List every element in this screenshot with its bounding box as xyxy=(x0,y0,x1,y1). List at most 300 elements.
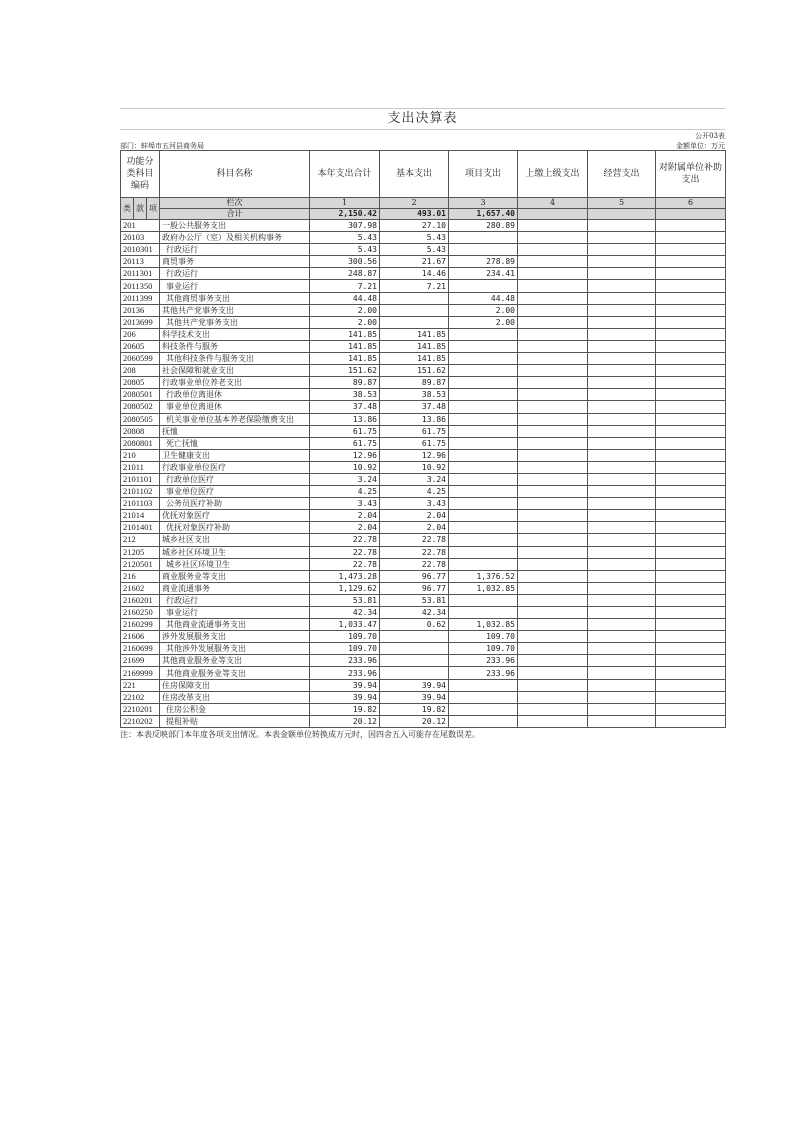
row-c2: 3.43 xyxy=(380,498,449,510)
table-row xyxy=(121,328,726,340)
row-c3 xyxy=(449,691,518,703)
row-c4 xyxy=(518,413,588,425)
row-c2: 2.04 xyxy=(380,510,449,522)
row-code: 2210201 xyxy=(121,703,160,715)
row-c2: 96.77 xyxy=(380,570,449,582)
header-name: 科目名称 xyxy=(160,151,310,198)
row-c1: 141.85 xyxy=(310,328,380,340)
row-c5 xyxy=(588,582,656,594)
table-row xyxy=(121,534,726,546)
header-c3: 项目支出 xyxy=(449,151,518,198)
row-c5 xyxy=(588,292,656,304)
row-code: 20136 xyxy=(121,304,160,316)
row-c4 xyxy=(518,401,588,413)
row-c1: 42.34 xyxy=(310,607,380,619)
row-name: 商业流通事务 xyxy=(160,582,310,594)
row-name: 其他科技条件与服务支出 xyxy=(160,353,310,365)
row-c3 xyxy=(449,498,518,510)
row-name: 城乡社区环境卫生 xyxy=(160,558,310,570)
table-row xyxy=(121,437,726,449)
row-c2: 39.94 xyxy=(380,691,449,703)
col-number: 2 xyxy=(380,198,449,209)
row-c3: 109.70 xyxy=(449,643,518,655)
row-name: 其他商业流通事务支出 xyxy=(160,619,310,631)
header-code: 功能分类科目编码 xyxy=(121,151,160,198)
table-row xyxy=(121,401,726,413)
row-code: 2011350 xyxy=(121,280,160,292)
row-c2: 151.62 xyxy=(380,365,449,377)
expenditure-sheet xyxy=(120,108,725,740)
row-c3: 1,032.85 xyxy=(449,619,518,631)
row-c5 xyxy=(588,631,656,643)
row-name: 事业单位离退休 xyxy=(160,401,310,413)
row-c6 xyxy=(656,703,726,715)
row-c6 xyxy=(656,546,726,558)
row-name: 住房保障支出 xyxy=(160,679,310,691)
row-c5 xyxy=(588,256,656,268)
row-c2 xyxy=(380,631,449,643)
row-c3 xyxy=(449,510,518,522)
row-c6 xyxy=(656,389,726,401)
row-c6 xyxy=(656,425,726,437)
col-number: 4 xyxy=(518,198,588,209)
row-c5 xyxy=(588,280,656,292)
row-code: 2160201 xyxy=(121,594,160,606)
row-c6 xyxy=(656,510,726,522)
row-c1: 151.62 xyxy=(310,365,380,377)
row-c6 xyxy=(656,232,726,244)
row-c6 xyxy=(656,655,726,667)
row-c4 xyxy=(518,425,588,437)
row-c2: 12.96 xyxy=(380,449,449,461)
row-c5 xyxy=(588,461,656,473)
row-c2: 141.85 xyxy=(380,328,449,340)
row-c1: 233.96 xyxy=(310,667,380,679)
row-c1: 37.48 xyxy=(310,401,380,413)
row-name: 提租补贴 xyxy=(160,715,310,727)
table-row xyxy=(121,679,726,691)
table-row xyxy=(121,232,726,244)
row-c2: 4.25 xyxy=(380,486,449,498)
row-c3 xyxy=(449,280,518,292)
row-c6 xyxy=(656,522,726,534)
table-row xyxy=(121,498,726,510)
row-code: 2169999 xyxy=(121,667,160,679)
row-c1: 39.94 xyxy=(310,679,380,691)
row-c3 xyxy=(449,486,518,498)
row-c4 xyxy=(518,365,588,377)
row-code: 21011 xyxy=(121,461,160,473)
row-c1: 19.82 xyxy=(310,703,380,715)
row-code: 2101101 xyxy=(121,473,160,485)
row-code: 201 xyxy=(121,220,160,232)
row-name: 商业服务业等支出 xyxy=(160,570,310,582)
row-c5 xyxy=(588,220,656,232)
table-row xyxy=(121,667,726,679)
row-c4 xyxy=(518,244,588,256)
row-c6 xyxy=(656,631,726,643)
row-c6 xyxy=(656,449,726,461)
row-c2: 2.04 xyxy=(380,522,449,534)
row-c1: 109.70 xyxy=(310,631,380,643)
row-c3: 109.70 xyxy=(449,631,518,643)
row-c1: 61.75 xyxy=(310,437,380,449)
row-c1: 3.24 xyxy=(310,473,380,485)
row-c1: 44.48 xyxy=(310,292,380,304)
table-row xyxy=(121,244,726,256)
row-c3 xyxy=(449,522,518,534)
row-c5 xyxy=(588,594,656,606)
row-code: 21606 xyxy=(121,631,160,643)
row-c3 xyxy=(449,558,518,570)
row-c1: 13.86 xyxy=(310,413,380,425)
row-c4 xyxy=(518,607,588,619)
row-c2: 27.10 xyxy=(380,220,449,232)
table-row xyxy=(121,570,726,582)
column-number-row xyxy=(121,198,726,209)
row-c5 xyxy=(588,316,656,328)
row-name: 政府办公厅（室）及相关机构事务 xyxy=(160,232,310,244)
row-c5 xyxy=(588,715,656,727)
total-c1: 2,150.42 xyxy=(310,209,380,220)
table-row xyxy=(121,280,726,292)
row-c2: 61.75 xyxy=(380,425,449,437)
row-c1: 4.25 xyxy=(310,486,380,498)
row-c3 xyxy=(449,244,518,256)
row-c2: 53.81 xyxy=(380,594,449,606)
row-c6 xyxy=(656,715,726,727)
row-code: 2160299 xyxy=(121,619,160,631)
header-row xyxy=(121,151,726,198)
row-c2 xyxy=(380,667,449,679)
row-c6 xyxy=(656,220,726,232)
row-name: 城乡社区环境卫生 xyxy=(160,546,310,558)
row-c6 xyxy=(656,498,726,510)
header-c4: 上缴上级支出 xyxy=(518,151,588,198)
row-c5 xyxy=(588,425,656,437)
header-c1: 本年支出合计 xyxy=(310,151,380,198)
total-label: 合计 xyxy=(160,209,310,220)
row-c6 xyxy=(656,340,726,352)
table-row xyxy=(121,340,726,352)
row-c5 xyxy=(588,389,656,401)
row-c3 xyxy=(449,703,518,715)
row-c6 xyxy=(656,667,726,679)
table-row xyxy=(121,691,726,703)
table-row xyxy=(121,655,726,667)
header-kuan: 款 xyxy=(134,198,147,220)
row-c1: 22.78 xyxy=(310,546,380,558)
row-name: 机关事业单位基本养老保险缴费支出 xyxy=(160,413,310,425)
row-c1: 233.96 xyxy=(310,655,380,667)
row-code: 2011301 xyxy=(121,268,160,280)
row-c4 xyxy=(518,449,588,461)
row-c6 xyxy=(656,461,726,473)
table-row xyxy=(121,473,726,485)
row-code: 20103 xyxy=(121,232,160,244)
row-code: 208 xyxy=(121,365,160,377)
row-c4 xyxy=(518,256,588,268)
row-code: 21699 xyxy=(121,655,160,667)
row-code: 221 xyxy=(121,679,160,691)
meta-row xyxy=(120,130,725,150)
row-c6 xyxy=(656,316,726,328)
row-name: 城乡社区支出 xyxy=(160,534,310,546)
row-c2: 0.62 xyxy=(380,619,449,631)
row-c5 xyxy=(588,486,656,498)
row-c3: 1,376.52 xyxy=(449,570,518,582)
row-c6 xyxy=(656,377,726,389)
row-c5 xyxy=(588,522,656,534)
unit-label: 金额单位：万元 xyxy=(676,142,725,150)
row-c3 xyxy=(449,413,518,425)
row-c2: 5.43 xyxy=(380,244,449,256)
row-c6 xyxy=(656,256,726,268)
row-c5 xyxy=(588,232,656,244)
header-xiang: 项 xyxy=(147,198,160,220)
row-name: 死亡抚恤 xyxy=(160,437,310,449)
row-c4 xyxy=(518,353,588,365)
row-c1: 307.98 xyxy=(310,220,380,232)
row-c4 xyxy=(518,582,588,594)
row-c6 xyxy=(656,679,726,691)
row-name: 公务员医疗补助 xyxy=(160,498,310,510)
col-number: 6 xyxy=(656,198,726,209)
row-c6 xyxy=(656,594,726,606)
table-row xyxy=(121,389,726,401)
table-row xyxy=(121,703,726,715)
total-c2: 493.01 xyxy=(380,209,449,220)
row-c1: 22.78 xyxy=(310,558,380,570)
table-row xyxy=(121,594,726,606)
row-name: 其他共产党事务支出 xyxy=(160,316,310,328)
row-c4 xyxy=(518,534,588,546)
row-c4 xyxy=(518,268,588,280)
row-c1: 38.53 xyxy=(310,389,380,401)
table-row xyxy=(121,377,726,389)
row-c2: 96.77 xyxy=(380,582,449,594)
row-c1: 1,129.62 xyxy=(310,582,380,594)
row-c5 xyxy=(588,607,656,619)
row-c2: 22.78 xyxy=(380,534,449,546)
row-c1: 109.70 xyxy=(310,643,380,655)
header-c6: 对附属单位补助支出 xyxy=(656,151,726,198)
row-name: 住房公积金 xyxy=(160,703,310,715)
row-c5 xyxy=(588,667,656,679)
row-c2: 38.53 xyxy=(380,389,449,401)
row-code: 20805 xyxy=(121,377,160,389)
row-c3: 44.48 xyxy=(449,292,518,304)
row-c5 xyxy=(588,304,656,316)
total-row xyxy=(121,209,726,220)
header-c5: 经营支出 xyxy=(588,151,656,198)
row-c4 xyxy=(518,643,588,655)
row-c4 xyxy=(518,570,588,582)
row-name: 行政运行 xyxy=(160,268,310,280)
row-name: 其他共产党事务支出 xyxy=(160,304,310,316)
row-c4 xyxy=(518,703,588,715)
row-code: 2011399 xyxy=(121,292,160,304)
row-c1: 300.56 xyxy=(310,256,380,268)
row-code: 2210202 xyxy=(121,715,160,727)
row-code: 20605 xyxy=(121,340,160,352)
row-c2: 141.85 xyxy=(380,353,449,365)
form-code: 公开03表 xyxy=(695,132,725,140)
row-c4 xyxy=(518,340,588,352)
table-row xyxy=(121,256,726,268)
row-name: 行政单位医疗 xyxy=(160,473,310,485)
row-c4 xyxy=(518,691,588,703)
table-row xyxy=(121,268,726,280)
row-c2: 3.24 xyxy=(380,473,449,485)
total-c4 xyxy=(518,209,588,220)
row-c3: 233.96 xyxy=(449,667,518,679)
row-c4 xyxy=(518,522,588,534)
table-row xyxy=(121,607,726,619)
row-c3: 233.96 xyxy=(449,655,518,667)
row-c4 xyxy=(518,667,588,679)
row-c6 xyxy=(656,353,726,365)
table-row xyxy=(121,522,726,534)
row-c4 xyxy=(518,655,588,667)
row-code: 2060599 xyxy=(121,353,160,365)
row-c1: 2.00 xyxy=(310,304,380,316)
row-c4 xyxy=(518,715,588,727)
row-code: 2080502 xyxy=(121,401,160,413)
row-c2: 39.94 xyxy=(380,679,449,691)
table-title: 支出决算表 xyxy=(120,108,725,130)
row-c2: 141.85 xyxy=(380,340,449,352)
row-name: 卫生健康支出 xyxy=(160,449,310,461)
row-c3 xyxy=(449,389,518,401)
row-c2: 21.67 xyxy=(380,256,449,268)
row-c3 xyxy=(449,353,518,365)
row-c4 xyxy=(518,510,588,522)
row-c5 xyxy=(588,365,656,377)
row-c4 xyxy=(518,594,588,606)
row-c2 xyxy=(380,643,449,655)
row-c5 xyxy=(588,510,656,522)
row-c5 xyxy=(588,691,656,703)
row-c6 xyxy=(656,570,726,582)
table-row xyxy=(121,486,726,498)
row-c3 xyxy=(449,377,518,389)
row-c3: 280.89 xyxy=(449,220,518,232)
row-name: 涉外发展服务支出 xyxy=(160,631,310,643)
row-c5 xyxy=(588,703,656,715)
row-c3: 2.00 xyxy=(449,316,518,328)
row-name: 行政事业单位医疗 xyxy=(160,461,310,473)
row-c6 xyxy=(656,582,726,594)
row-code: 210 xyxy=(121,449,160,461)
row-c3 xyxy=(449,328,518,340)
row-name: 行政单位离退休 xyxy=(160,389,310,401)
row-code: 2080801 xyxy=(121,437,160,449)
row-c3: 2.00 xyxy=(449,304,518,316)
row-code: 21205 xyxy=(121,546,160,558)
row-c3 xyxy=(449,679,518,691)
row-c5 xyxy=(588,570,656,582)
row-c5 xyxy=(588,244,656,256)
row-c5 xyxy=(588,619,656,631)
row-c2: 10.92 xyxy=(380,461,449,473)
row-c1: 20.12 xyxy=(310,715,380,727)
row-c5 xyxy=(588,413,656,425)
row-c3 xyxy=(449,449,518,461)
row-c5 xyxy=(588,534,656,546)
row-c2 xyxy=(380,292,449,304)
row-c4 xyxy=(518,558,588,570)
row-name: 行政运行 xyxy=(160,594,310,606)
row-c6 xyxy=(656,437,726,449)
total-c3: 1,657.40 xyxy=(449,209,518,220)
row-c5 xyxy=(588,655,656,667)
row-name: 住房改革支出 xyxy=(160,691,310,703)
header-lei: 类 xyxy=(121,198,134,220)
row-c2: 7.21 xyxy=(380,280,449,292)
row-c5 xyxy=(588,340,656,352)
row-c3 xyxy=(449,401,518,413)
row-name: 优抚对象医疗补助 xyxy=(160,522,310,534)
row-c5 xyxy=(588,473,656,485)
table-row xyxy=(121,449,726,461)
col-number: 3 xyxy=(449,198,518,209)
table-row xyxy=(121,365,726,377)
row-name: 其他商业服务业等支出 xyxy=(160,667,310,679)
row-c6 xyxy=(656,401,726,413)
table-note: 注：本表反映部门本年度各项支出情况。本表金额单位转换成万元时，因四舍五入可能存在尾数误差。 xyxy=(120,729,480,739)
row-code: 2101102 xyxy=(121,486,160,498)
row-name: 社会保障和就业支出 xyxy=(160,365,310,377)
row-c6 xyxy=(656,473,726,485)
row-c5 xyxy=(588,401,656,413)
row-c5 xyxy=(588,643,656,655)
row-code: 2013699 xyxy=(121,316,160,328)
row-c5 xyxy=(588,353,656,365)
row-code: 2080505 xyxy=(121,413,160,425)
row-c2 xyxy=(380,655,449,667)
row-c2: 19.82 xyxy=(380,703,449,715)
row-name: 事业运行 xyxy=(160,607,310,619)
row-c5 xyxy=(588,546,656,558)
row-name: 事业单位医疗 xyxy=(160,486,310,498)
col-number: 1 xyxy=(310,198,380,209)
row-c3 xyxy=(449,473,518,485)
row-name: 其他涉外发展服务支出 xyxy=(160,643,310,655)
row-c6 xyxy=(656,365,726,377)
row-c5 xyxy=(588,377,656,389)
table-row xyxy=(121,292,726,304)
row-c1: 3.43 xyxy=(310,498,380,510)
row-c1: 10.92 xyxy=(310,461,380,473)
row-c4 xyxy=(518,389,588,401)
row-c5 xyxy=(588,498,656,510)
table-row xyxy=(121,619,726,631)
total-c5 xyxy=(588,209,656,220)
row-c1: 12.96 xyxy=(310,449,380,461)
row-c6 xyxy=(656,292,726,304)
table-row xyxy=(121,643,726,655)
department-label: 部门：蚌埠市五河县商务局 xyxy=(120,142,204,150)
row-name: 行政运行 xyxy=(160,244,310,256)
row-c1: 2.00 xyxy=(310,316,380,328)
row-c3 xyxy=(449,715,518,727)
row-c4 xyxy=(518,631,588,643)
row-code: 20808 xyxy=(121,425,160,437)
row-c1: 22.78 xyxy=(310,534,380,546)
row-c6 xyxy=(656,244,726,256)
row-code: 2080501 xyxy=(121,389,160,401)
